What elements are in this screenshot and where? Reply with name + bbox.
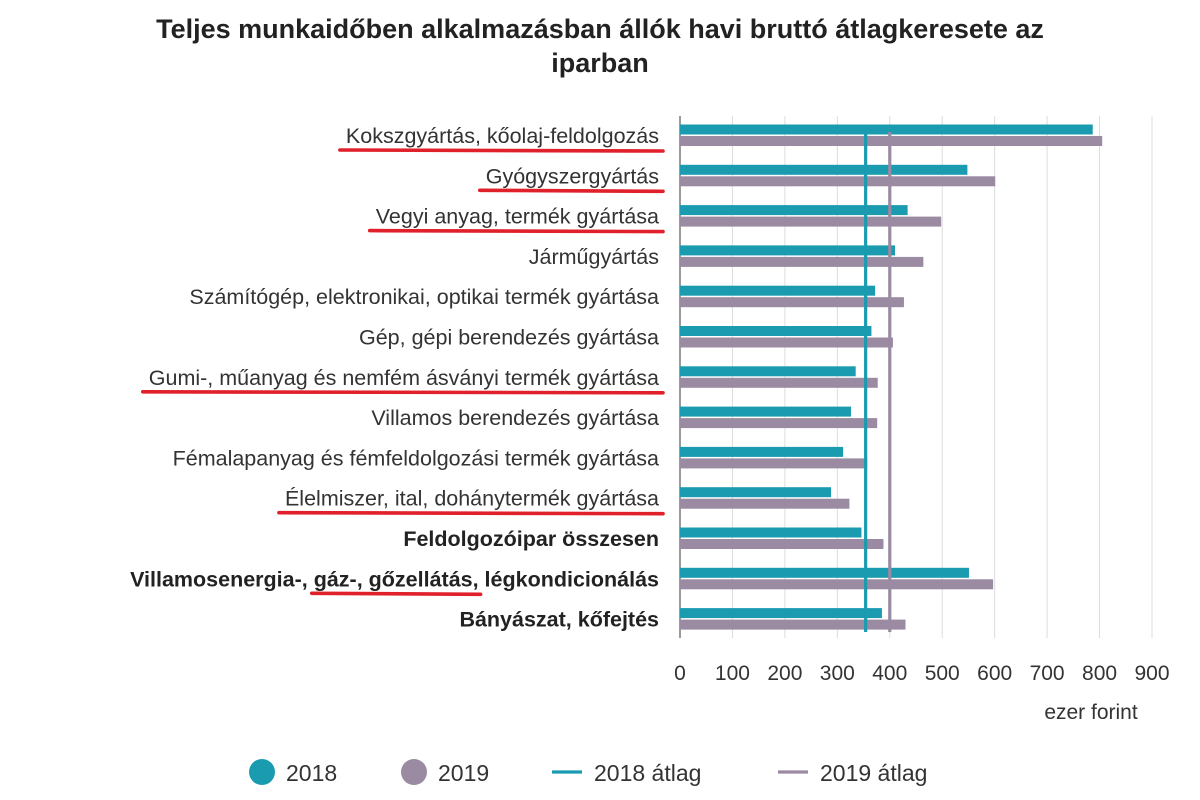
x-tick-800: 800 (1082, 662, 1118, 685)
annotation-underline-11 (312, 593, 481, 594)
bar-2018-8 (680, 447, 843, 457)
legend-marker-1 (401, 759, 427, 785)
bar-2018-3 (680, 245, 895, 255)
bar-2019-3 (680, 257, 923, 267)
x-tick-300: 300 (819, 662, 855, 685)
x-tick-100: 100 (714, 662, 750, 685)
legend-label-1: 2019 (438, 760, 490, 786)
bar-2018-11 (680, 568, 969, 578)
bar-2018-0 (680, 125, 1093, 135)
bar-2019-7 (680, 418, 877, 428)
bar-2018-10 (680, 528, 861, 538)
legend-item-2 (552, 760, 701, 786)
bar-2019-10 (680, 539, 883, 549)
legend-label-3: 2019 átlag (820, 760, 928, 786)
category-label-1: Gyógyszergyártás (485, 164, 659, 189)
bar-2019-4 (680, 297, 904, 307)
bar-2018-4 (680, 286, 875, 296)
category-label-7: Villamos berendezés gyártása (371, 406, 659, 431)
x-tick-400: 400 (872, 662, 908, 685)
x-tick-500: 500 (924, 662, 960, 685)
annotation-underline-1 (480, 190, 663, 191)
legend-item-1 (401, 759, 489, 786)
annotation-underline-6 (143, 392, 663, 393)
category-label-11: Villamosenergia-, gáz-, gőzellátás, légkondicionálás (130, 567, 659, 592)
bar-2019-6 (680, 378, 878, 388)
x-axis-label: ezer forint (1044, 701, 1138, 724)
chart-title (156, 14, 1044, 78)
x-tick-600: 600 (977, 662, 1013, 685)
category-label-8: Fémalapanyag és fémfeldolgozási termék gyártása (172, 446, 659, 471)
legend-item-3 (778, 760, 927, 786)
category-labels (130, 124, 659, 632)
bar-2018-1 (680, 165, 967, 175)
legend-marker-0 (249, 759, 275, 785)
legend-label-2: 2018 átlag (594, 760, 702, 786)
x-tick-900: 900 (1134, 662, 1170, 685)
bar-2019-12 (680, 620, 906, 630)
bar-2019-1 (680, 176, 995, 186)
category-label-4: Számítógép, elektronikai, optikai termék gyártása (189, 285, 659, 310)
chart-title-line-2: iparban (551, 48, 649, 78)
bar-2019-11 (680, 579, 993, 589)
bar-2018-5 (680, 326, 871, 336)
bar-2019-9 (680, 499, 849, 509)
bar-2018-7 (680, 407, 851, 417)
category-label-3: Járműgyártás (528, 244, 659, 269)
category-label-12: Bányászat, kőfejtés (459, 607, 659, 632)
category-label-2: Vegyi anyag, termék gyártása (375, 204, 659, 229)
bar-2019-5 (680, 338, 893, 348)
annotation-underline-9 (279, 513, 663, 514)
gridlines (732, 116, 1152, 638)
category-label-5: Gép, gépi berendezés gyártása (358, 325, 659, 350)
x-tick-200: 200 (767, 662, 803, 685)
chart-title-line-1: Teljes munkaidőben alkalmazásban állók havi bruttó átlagkeresete az (156, 14, 1044, 44)
legend-item-0 (249, 759, 337, 786)
x-tick-700: 700 (1029, 662, 1065, 685)
bar-2018-2 (680, 205, 908, 215)
bar-2018-9 (680, 487, 831, 497)
annotation-underline-0 (340, 150, 663, 151)
bar-2018-12 (680, 608, 882, 618)
legend-label-0: 2018 (286, 760, 338, 786)
category-label-6: Gumi-, műanyag és nemfém ásványi termék gyártása (148, 365, 659, 390)
bar-2018-6 (680, 366, 856, 376)
legend (249, 759, 927, 786)
bar-2019-8 (680, 458, 867, 468)
x-tick-labels (674, 662, 1169, 685)
category-label-10: Feldolgozóipar összesen (403, 527, 659, 551)
bar-2019-2 (680, 217, 941, 227)
category-label-0: Kokszgyártás, kőolaj-feldolgozás (345, 124, 659, 148)
annotation-underline-2 (370, 231, 663, 232)
x-tick-0: 0 (674, 662, 686, 685)
category-label-9: Élelmiszer, ital, dohánytermék gyártása (284, 486, 659, 511)
